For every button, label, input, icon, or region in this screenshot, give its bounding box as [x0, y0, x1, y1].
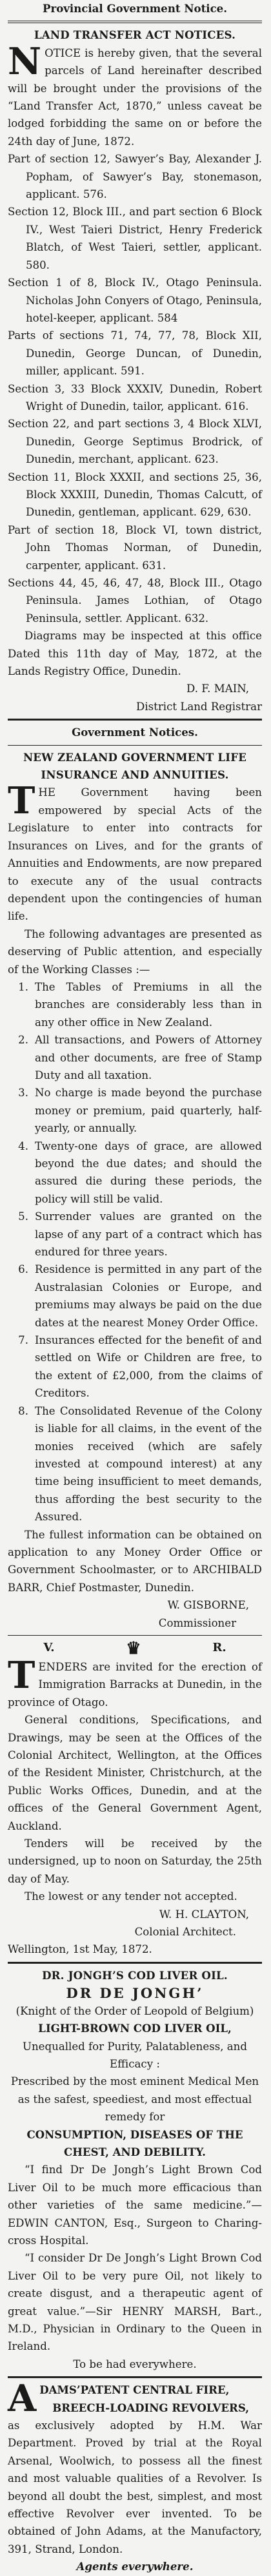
- land-entry: Sections 44, 45, 46, 47, 48, Block III., Otago Peninsula. James Lothian, of Otago Peninsula, settler. Applicant. 632.: [8, 577, 262, 625]
- notice-lead: The following advantages are presented as deserving of Public attention, and especially of the Working Classes :—: [8, 927, 262, 976]
- ad-availability: To be had everywhere.: [73, 2358, 197, 2370]
- divider: [8, 1635, 262, 1636]
- ad-title: ADAMS’PATENT CENTRAL FIRE,: [8, 2377, 230, 2421]
- list-item: 8. The Consolidated Revenue of the Colony is liable for all claims, in the event of the monies received (which are safely invested at compound interest) at any time being insufficient to meet demands, thus affording the best security to the Assured.: [18, 1404, 262, 1524]
- list-item: 2. All transactions, and Powers of Attorney and other documents, are free of Stamp Duty and all taxation.: [18, 1034, 262, 1081]
- land-transfer-notice: [8, 26, 262, 715]
- signature-title: District Land Registrar: [136, 700, 262, 713]
- land-entry: Parts of sections 71, 74, 77, 78, Block XII, Dunedin, George Duncan, of Dunedin, miller, applicant. 591.: [8, 329, 262, 378]
- notice-intro: TENDERS are invited for the erection of Immigration Barracks at Dunedin, in the province of Otago.: [8, 1653, 262, 1709]
- cipher-right: R.: [212, 1640, 226, 1654]
- signature-title: Colonial Architect.: [134, 1926, 236, 1939]
- land-entry: Part of section 18, Block VI, town district, John Thomas Norman, of Dunedin, carpenter, applicant. 631.: [8, 523, 262, 572]
- ad-disease: CONSUMPTION, DISEASES OF THE CHEST, AND DEBILITY.: [26, 2127, 243, 2158]
- list-item: 1. The Tables of Premiums in all the branches are considerably less than in any other office in New Zealand.: [18, 980, 262, 1029]
- dateline: Wellington, 1st May, 1872.: [8, 1943, 152, 1956]
- royal-cipher: [8, 1639, 262, 1658]
- ad-subtitle: BREECH-LOADING REVOLVERS,: [52, 2401, 250, 2414]
- notice-lowest: The lowest or any tender not accepted.: [25, 1890, 237, 1903]
- signature-title: Commissioner: [158, 1616, 236, 1629]
- signature-name: D. F. MAIN,: [186, 683, 249, 695]
- land-entry: Section 1 of 8, Block IV., Otago Peninsula. Nicholas John Conyers of Otago, Peninsula, hotel-keeper, applicant. 584: [8, 276, 262, 324]
- land-entry: Section 12, Block III., and part section 6 Block IV., West Taieri District, Henry Frederick Blatch, of West Taieri, settler, applicant. 580.: [8, 206, 262, 271]
- list-item: 4. Twenty-one days of grace, are allowed beyond the due dates; and should the assured die during these periods, the policy will still be valid.: [18, 1139, 262, 1205]
- ad-prescribed: Prescribed by the most eminent Medical Men as the safest, speediest, and most effectual remedy for: [10, 2075, 259, 2124]
- list-item: 5. Surrender values are granted on the lapse of any part of a contract which has endured for three years.: [18, 1210, 262, 1259]
- ad-product: LIGHT-BROWN COD LIVER OIL,: [38, 2022, 232, 2035]
- divider: [8, 745, 262, 746]
- notice-intro: NOTICE is hereby given, that the several parcels of Land hereinafter described will be brought under the provisions of the “Land Transfer Act, 1870,” unless caveat be lodged forbidding the same on or before the 24th day of June, 1872.: [8, 39, 262, 148]
- ad-intro: (Knight of the Order of Leopold of Belgium): [15, 2004, 254, 2017]
- divider: [8, 21, 262, 23]
- ad-quote: “I find Dr De Jongh’s Light Brown Cod Liver Oil to be much more efficacious than other varieties of the same medicine.”—EDWIN CANTON, Esq., Surgeon to Charing-cross Hospital.: [8, 2164, 262, 2247]
- crown-emblem: ♛: [126, 1638, 141, 1658]
- notice-intro: THE Government having been empowered by special Acts of the Legislature to enter into contracts for Insurances on Lives, and for the grants of Annuities and Endowments, are now prepared to execute any of the usual contracts dependent upon the contingencies of human life.: [8, 779, 262, 923]
- section-header: Government Notices.: [72, 726, 198, 739]
- closing-text: The fullest information can be obtained on application to any Money Order Office or Government Schoolmaster, or to ARCHIBALD BARR, Chief Postmaster, Dunedin.: [8, 1528, 262, 1594]
- notice-body: General conditions, Specifications, and Drawings, may be seen at the Offices of the Colonial Architect, Wellington, at the Offices of the Resident Minister, Christchurch, at the Public Works Offices, Dunedin, and at the offices of the General Government Agent, Auckland.: [8, 1714, 262, 1832]
- list-item: 7. Insurances effected for the benefit of and settled on Wife or Children are free, to the extent of £2,000, from the claims of Creditors.: [18, 1334, 262, 1400]
- notice-title: NEW ZEALAND GOVERNMENT LIFE INSURANCE AND ANNUITIES.: [23, 750, 247, 782]
- ad-body: as exclusively adopted by H.M. War Department. Proved by trial at the Royal Arsenal, Woolwich, to possess all the finest and most valuable qualities of a Revolver. Is beyond all doubt the best, simplest, and most effective Revolver ever invented. To be obtained of John Adams, at the Manufactory, 391, Strand, London.: [8, 2419, 262, 2555]
- list-item: 6. Residence is permitted in any part of the Australasian Colonies or Europe, and premiums may always be paid on the due dates at the nearest Money Order Office.: [18, 1263, 262, 1329]
- insurance-notice: [8, 749, 262, 1632]
- signature-name: W. H. CLAYTON,: [159, 1908, 249, 1921]
- divider: [8, 1962, 262, 1964]
- revolver-ad: [8, 2377, 262, 2575]
- notice-title: LAND TRANSFER ACT NOTICES.: [34, 28, 236, 42]
- inspection-note: Diagrams may be inspected at this office Dated this 11th day of May, 1872, at the Lands Registry Office, Dunedin.: [8, 630, 262, 678]
- notice-receipt: Tenders will be received by the undersigned, up to noon on Saturday, the 25th day of May.: [8, 1837, 262, 1885]
- land-entry: Section 22, and part sections 3, 4 Block XLVI, Dunedin, George Septimus Brodrick, of Dunedin, merchant, applicant. 623.: [8, 418, 262, 466]
- ad-quote: “I consider Dr De Jongh’s Light Brown Cod Liver Oil to be very pure Oil, not likely to create disgust, and a therapeutic agent of great value.”—Sir HENRY MARSH, Bart., M.D., Physician in Ordinary to the Queen in Ireland.: [8, 2252, 262, 2353]
- column-header: Provincial Government Notice.: [42, 2, 228, 15]
- tenders-notice: [8, 1653, 262, 1959]
- ad-title: DR. JONGH’S COD LIVER OIL.: [42, 1968, 228, 1982]
- cipher-left: V.: [43, 1640, 55, 1654]
- list-item: 3. No charge is made beyond the purchase money or premium, paid quarterly, half-yearly, or annually.: [18, 1087, 262, 1135]
- divider: [8, 2376, 262, 2378]
- land-entry: Part of section 12, Sawyer’s Bay, Alexander J. Popham, of Sawyer’s Bay, stonemason, applicant. 576.: [8, 153, 262, 201]
- ad-unequalled: Unequalled for Purity, Palatableness, and Efficacy :: [23, 2040, 247, 2070]
- cod-liver-oil-ad: [8, 1967, 262, 2373]
- land-entry: Section 3, 33 Block XXXIV, Dunedin, Robert Wright of Dunedin, tailor, applicant. 616.: [8, 382, 262, 412]
- ad-name: DR DE JONGH’: [66, 1985, 204, 2002]
- divider: [8, 719, 262, 721]
- signature-name: W. GISBORNE,: [167, 1599, 249, 1612]
- land-entry: Section 11, Block XXXII, and sections 25, 36, Block XXXIII, Dunedin, Thomas Calcutt, of Dunedin, gentleman, applicant. 629, 630.: [8, 470, 262, 519]
- ad-agents: Agents everywhere.: [76, 2560, 194, 2573]
